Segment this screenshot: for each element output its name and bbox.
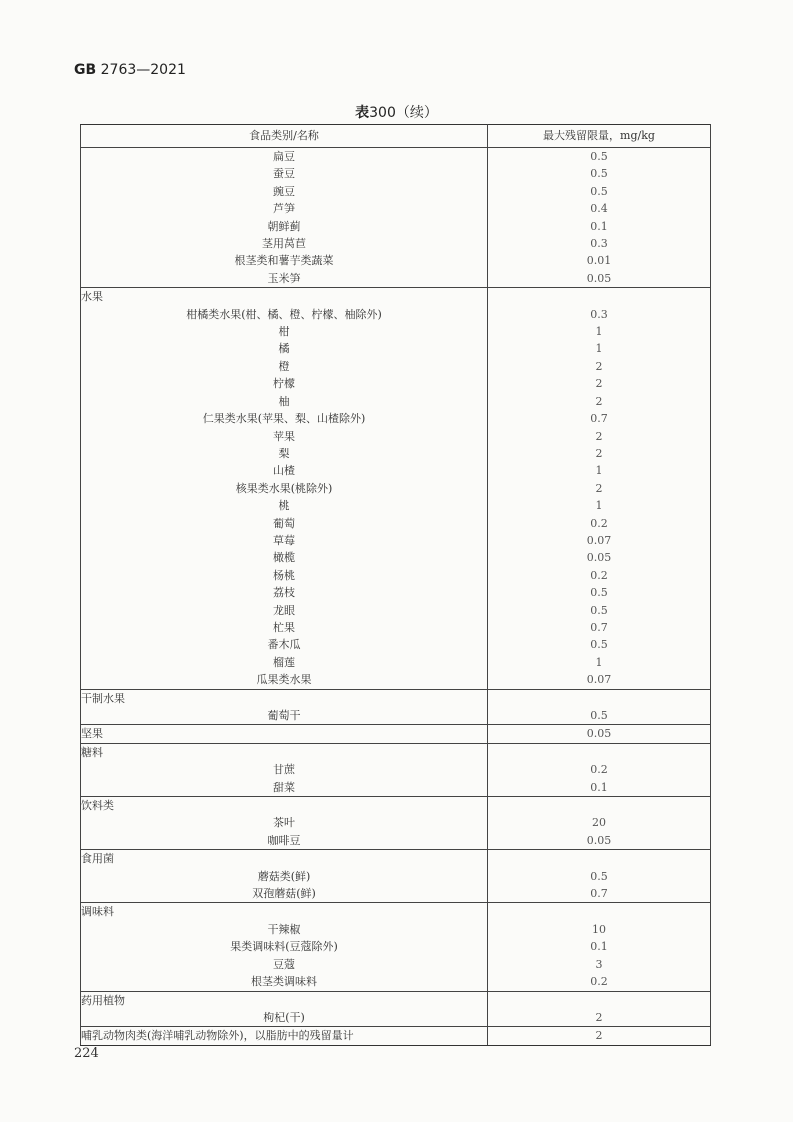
table-row <box>81 323 711 340</box>
residue-limit-value <box>488 288 711 306</box>
residue-limit-value: 0.5 <box>488 707 711 725</box>
table-row <box>81 619 711 636</box>
food-name: 甜菜 <box>81 779 488 797</box>
table-row <box>81 814 711 831</box>
food-name: 柑 <box>81 323 488 340</box>
table-row <box>81 462 711 479</box>
residue-limit-value: 0.5 <box>488 602 711 619</box>
residue-limit-value: 0.1 <box>488 938 711 955</box>
residue-limit-value: 2 <box>488 393 711 410</box>
residue-limit-value: 0.3 <box>488 306 711 323</box>
residue-limit-value: 0.5 <box>488 148 711 166</box>
mrl-table <box>80 124 711 1046</box>
food-name: 蘑菇类(鲜) <box>81 868 488 885</box>
header-max-residue-limit: 最大残留限量，mg/kg <box>488 125 711 148</box>
table-row <box>81 200 711 217</box>
table-row <box>81 445 711 462</box>
table-row <box>81 532 711 549</box>
food-name: 豌豆 <box>81 183 488 200</box>
food-name: 咖啡豆 <box>81 832 488 850</box>
food-name: 橙 <box>81 358 488 375</box>
food-name: 柠檬 <box>81 375 488 392</box>
table-header-row <box>81 125 711 148</box>
residue-limit-value: 0.05 <box>488 270 711 288</box>
food-name: 根茎类和薯芋类蔬菜 <box>81 252 488 269</box>
food-name: 柑橘类水果(柑、橘、橙、柠檬、柚除外) <box>81 306 488 323</box>
food-name: 梨 <box>81 445 488 462</box>
food-name: 芦笋 <box>81 200 488 217</box>
residue-limit-value: 0.05 <box>488 832 711 850</box>
table-row <box>81 921 711 938</box>
food-name: 甘蔗 <box>81 761 488 778</box>
residue-limit-value: 2 <box>488 480 711 497</box>
table-row <box>81 761 711 778</box>
table-row <box>81 956 711 973</box>
table-row <box>81 779 711 797</box>
residue-limit-value: 3 <box>488 956 711 973</box>
residue-limit-value <box>488 689 711 707</box>
food-name: 苹果 <box>81 428 488 445</box>
residue-limit-value: 0.07 <box>488 671 711 689</box>
table-row <box>81 480 711 497</box>
table-row <box>81 148 711 166</box>
residue-limit-value: 2 <box>488 375 711 392</box>
header-food-category: 食品类别/名称 <box>81 125 488 148</box>
residue-limit-value: 1 <box>488 497 711 514</box>
category-name: 饮料类 <box>81 797 488 815</box>
residue-limit-value: 0.7 <box>488 410 711 427</box>
table-row <box>81 885 711 903</box>
category-row <box>81 725 711 743</box>
category-name: 哺乳动物肉类(海洋哺乳动物除外)，以脂肪中的残留量计 <box>81 1027 488 1045</box>
food-name: 核果类水果(桃除外) <box>81 480 488 497</box>
residue-limit-value: 0.07 <box>488 532 711 549</box>
category-name: 干制水果 <box>81 689 488 707</box>
category-name: 食用菌 <box>81 850 488 868</box>
category-row <box>81 850 711 868</box>
residue-limit-value: 0.01 <box>488 252 711 269</box>
table-row <box>81 218 711 235</box>
food-name: 山楂 <box>81 462 488 479</box>
category-name: 坚果 <box>81 725 488 743</box>
residue-limit-value <box>488 903 711 921</box>
table-row <box>81 393 711 410</box>
doc-code-number: 2763—2021 <box>100 62 186 78</box>
residue-limit-value: 0.05 <box>488 549 711 566</box>
food-name: 橄榄 <box>81 549 488 566</box>
category-name: 水果 <box>81 288 488 306</box>
residue-limit-value: 0.2 <box>488 761 711 778</box>
residue-limit-value: 0.7 <box>488 619 711 636</box>
food-name: 杧果 <box>81 619 488 636</box>
table-row <box>81 636 711 653</box>
residue-limit-value: 1 <box>488 462 711 479</box>
residue-limit-value <box>488 797 711 815</box>
residue-limit-value: 2 <box>488 1009 711 1027</box>
food-name: 茶叶 <box>81 814 488 831</box>
residue-limit-value: 2 <box>488 445 711 462</box>
page-number: 224 <box>74 1046 99 1061</box>
table-row <box>81 358 711 375</box>
food-name: 葡萄 <box>81 515 488 532</box>
category-row <box>81 797 711 815</box>
table-row <box>81 868 711 885</box>
residue-limit-value: 2 <box>488 428 711 445</box>
document-code <box>74 62 186 78</box>
residue-limit-value: 0.1 <box>488 218 711 235</box>
table-row <box>81 973 711 991</box>
residue-limit-value: 0.5 <box>488 165 711 182</box>
category-name: 调味料 <box>81 903 488 921</box>
table-row <box>81 235 711 252</box>
residue-limit-value: 0.2 <box>488 515 711 532</box>
food-name: 双孢蘑菇(鲜) <box>81 885 488 903</box>
doc-code-prefix: GB <box>74 62 97 78</box>
residue-limit-value: 0.7 <box>488 885 711 903</box>
category-name: 药用植物 <box>81 991 488 1009</box>
table-row <box>81 270 711 288</box>
table-row <box>81 306 711 323</box>
residue-limit-value: 0.1 <box>488 779 711 797</box>
table-row <box>81 515 711 532</box>
food-name: 葡萄干 <box>81 707 488 725</box>
food-name: 草莓 <box>81 532 488 549</box>
category-row <box>81 991 711 1009</box>
table-caption <box>0 102 793 122</box>
caption-text: 300（续） <box>369 105 438 121</box>
food-name: 扁豆 <box>81 148 488 166</box>
food-name: 玉米笋 <box>81 270 488 288</box>
residue-limit-value: 10 <box>488 921 711 938</box>
residue-limit-value: 0.05 <box>488 725 711 743</box>
residue-limit-value <box>488 850 711 868</box>
table-row <box>81 654 711 671</box>
table-row <box>81 410 711 427</box>
table-row <box>81 428 711 445</box>
residue-limit-value: 0.3 <box>488 235 711 252</box>
table-row <box>81 183 711 200</box>
category-row <box>81 743 711 761</box>
residue-limit-value: 0.2 <box>488 973 711 991</box>
table-row <box>81 707 711 725</box>
residue-limit-value <box>488 991 711 1009</box>
table-row <box>81 584 711 601</box>
food-name: 龙眼 <box>81 602 488 619</box>
residue-limit-value: 0.5 <box>488 868 711 885</box>
table-row <box>81 938 711 955</box>
residue-limit-value: 1 <box>488 323 711 340</box>
category-row <box>81 288 711 306</box>
food-name: 枸杞(干) <box>81 1009 488 1027</box>
table-row <box>81 252 711 269</box>
table-row <box>81 549 711 566</box>
residue-limit-value: 0.5 <box>488 584 711 601</box>
table-body <box>81 148 711 1046</box>
residue-limit-value: 0.5 <box>488 636 711 653</box>
food-name: 朝鲜蓟 <box>81 218 488 235</box>
category-row <box>81 689 711 707</box>
food-name: 桃 <box>81 497 488 514</box>
food-name: 果类调味料(豆蔻除外) <box>81 938 488 955</box>
category-row <box>81 903 711 921</box>
food-name: 豆蔻 <box>81 956 488 973</box>
food-name: 根茎类调味料 <box>81 973 488 991</box>
caption-label: 表 <box>355 105 370 121</box>
food-name: 茎用莴苣 <box>81 235 488 252</box>
table-row <box>81 165 711 182</box>
table-row <box>81 497 711 514</box>
residue-limit-value: 1 <box>488 654 711 671</box>
food-name: 榴莲 <box>81 654 488 671</box>
category-row <box>81 1027 711 1045</box>
food-name: 杨桃 <box>81 567 488 584</box>
residue-limit-value: 2 <box>488 358 711 375</box>
food-name: 瓜果类水果 <box>81 671 488 689</box>
table-row <box>81 602 711 619</box>
residue-limit-value: 20 <box>488 814 711 831</box>
category-name: 糖料 <box>81 743 488 761</box>
food-name: 仁果类水果(苹果、梨、山楂除外) <box>81 410 488 427</box>
food-name: 干辣椒 <box>81 921 488 938</box>
residue-limit-value: 1 <box>488 340 711 357</box>
food-name: 橘 <box>81 340 488 357</box>
table-row <box>81 375 711 392</box>
table-row <box>81 567 711 584</box>
residue-limit-value: 0.5 <box>488 183 711 200</box>
residue-limit-value: 2 <box>488 1027 711 1045</box>
table-row <box>81 671 711 689</box>
food-name: 蚕豆 <box>81 165 488 182</box>
food-name: 荔枝 <box>81 584 488 601</box>
table-row <box>81 340 711 357</box>
table-row <box>81 1009 711 1027</box>
residue-limit-value: 0.2 <box>488 567 711 584</box>
residue-limit-value <box>488 743 711 761</box>
food-name: 番木瓜 <box>81 636 488 653</box>
food-name: 柚 <box>81 393 488 410</box>
residue-limit-value: 0.4 <box>488 200 711 217</box>
table-row <box>81 832 711 850</box>
